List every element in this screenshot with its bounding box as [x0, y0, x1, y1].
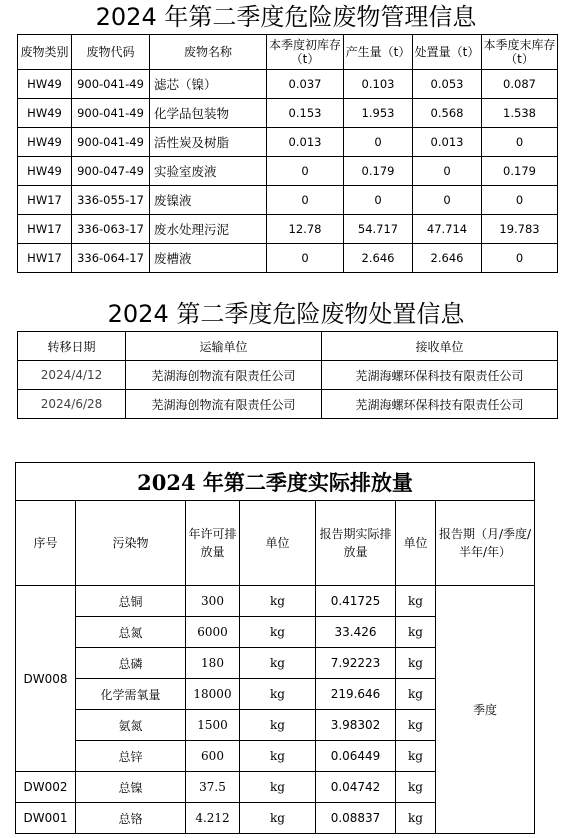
hazardous-waste-disposal-table: [17, 331, 558, 419]
waste-name: 废镍液: [150, 186, 267, 215]
outlet-id: DW001: [16, 803, 76, 834]
header-pollutant: 污染物: [76, 501, 186, 586]
table-header-row: [18, 35, 558, 70]
header-waste-name: 废物名称: [150, 35, 267, 70]
actual-amount: 0.08837: [316, 803, 396, 834]
waste-code: 336-055-17: [72, 186, 150, 215]
actual-amount: 0.04742: [316, 772, 396, 803]
disposed: 0: [413, 157, 482, 186]
header-permitted-amount: 年许可排放量: [186, 501, 240, 586]
disposed: 0.053: [413, 70, 482, 99]
waste-name: 废槽液: [150, 244, 267, 273]
emissions-title: 2024 年第二季度实际排放量: [16, 463, 535, 501]
table-row: [16, 586, 535, 617]
generated: 0.179: [344, 157, 413, 186]
waste-category: HW17: [18, 215, 72, 244]
closing-stock: 1.538: [482, 99, 558, 128]
unit: kg: [240, 772, 316, 803]
waste-code: 900-047-49: [72, 157, 150, 186]
waste-code: 336-063-17: [72, 215, 150, 244]
waste-code: 900-041-49: [72, 70, 150, 99]
opening-stock: 0.013: [267, 128, 344, 157]
waste-category: HW17: [18, 186, 72, 215]
permitted-amount: 180: [186, 648, 240, 679]
header-waste-code: 废物代码: [72, 35, 150, 70]
header-unit: 单位: [240, 501, 316, 586]
pollutant: 氨氮: [76, 710, 186, 741]
permitted-amount: 18000: [186, 679, 240, 710]
table-row: [18, 361, 558, 390]
header-closing-stock: 本季度末库存（t）: [482, 35, 558, 70]
transfer-date: 2024/4/12: [18, 361, 126, 390]
pollutant: 总镍: [76, 772, 186, 803]
actual-amount: 0.06449: [316, 741, 396, 772]
opening-stock: 0.153: [267, 99, 344, 128]
hazardous-waste-management-table: [17, 34, 558, 273]
report-period: 季度: [436, 586, 535, 834]
disposed: 47.714: [413, 215, 482, 244]
header-opening-stock: 本季度初库存（t）: [267, 35, 344, 70]
receiving-unit: 芜湖海螺环保科技有限责任公司: [322, 361, 558, 390]
disposed: 2.646: [413, 244, 482, 273]
disposed: 0: [413, 186, 482, 215]
generated: 54.717: [344, 215, 413, 244]
actual-amount: 33.426: [316, 617, 396, 648]
pollutant: 总磷: [76, 648, 186, 679]
unit-2: kg: [396, 679, 436, 710]
header-transport-unit: 运输单位: [126, 332, 322, 361]
disposed: 0.568: [413, 99, 482, 128]
closing-stock: 0: [482, 186, 558, 215]
table-header-row: [16, 501, 535, 586]
actual-amount: 3.98302: [316, 710, 396, 741]
outlet-id: DW002: [16, 772, 76, 803]
generated: 0: [344, 128, 413, 157]
unit: kg: [240, 617, 316, 648]
unit: kg: [240, 679, 316, 710]
header-disposed: 处置量（t）: [413, 35, 482, 70]
closing-stock: 0: [482, 128, 558, 157]
header-generated: 产生量（t）: [344, 35, 413, 70]
table-row: [18, 390, 558, 419]
permitted-amount: 4.212: [186, 803, 240, 834]
unit-2: kg: [396, 648, 436, 679]
transport-unit: 芜湖海创物流有限责任公司: [126, 361, 322, 390]
closing-stock: 19.783: [482, 215, 558, 244]
generated: 1.953: [344, 99, 413, 128]
closing-stock: 0.179: [482, 157, 558, 186]
header-transfer-date: 转移日期: [18, 332, 126, 361]
waste-code: 900-041-49: [72, 99, 150, 128]
header-waste-category: 废物类别: [18, 35, 72, 70]
waste-category: HW49: [18, 128, 72, 157]
permitted-amount: 1500: [186, 710, 240, 741]
actual-amount: 0.41725: [316, 586, 396, 617]
generated: 0.103: [344, 70, 413, 99]
waste-code: 900-041-49: [72, 128, 150, 157]
permitted-amount: 300: [186, 586, 240, 617]
disposal-title: 2024 第二季度危险废物处置信息: [107, 300, 465, 328]
generated: 0: [344, 186, 413, 215]
waste-category: HW49: [18, 157, 72, 186]
management-title: 2024 年第二季度危险废物管理信息: [95, 3, 477, 31]
pollutant: 化学需氧量: [76, 679, 186, 710]
header-receiving-unit: 接收单位: [322, 332, 558, 361]
actual-amount: 219.646: [316, 679, 396, 710]
unit-2: kg: [396, 772, 436, 803]
unit: kg: [240, 803, 316, 834]
permitted-amount: 6000: [186, 617, 240, 648]
receiving-unit: 芜湖海螺环保科技有限责任公司: [322, 390, 558, 419]
unit: kg: [240, 586, 316, 617]
generated: 2.646: [344, 244, 413, 273]
unit-2: kg: [396, 741, 436, 772]
waste-category: HW49: [18, 70, 72, 99]
waste-name: 滤芯（镍）: [150, 70, 267, 99]
outlet-id: DW008: [16, 586, 76, 772]
unit: kg: [240, 710, 316, 741]
table-row: [18, 99, 558, 128]
unit-2: kg: [396, 617, 436, 648]
actual-emissions-table: [15, 462, 535, 834]
pollutant: 总铜: [76, 586, 186, 617]
waste-name: 化学品包装物: [150, 99, 267, 128]
table-row: [18, 186, 558, 215]
header-actual-amount: 报告期实际排放量: [316, 501, 396, 586]
opening-stock: 0: [267, 186, 344, 215]
waste-category: HW49: [18, 99, 72, 128]
waste-code: 336-064-17: [72, 244, 150, 273]
waste-name: 废水处理污泥: [150, 215, 267, 244]
permitted-amount: 600: [186, 741, 240, 772]
waste-name: 实验室废液: [150, 157, 267, 186]
table-header-row: [18, 332, 558, 361]
transport-unit: 芜湖海创物流有限责任公司: [126, 390, 322, 419]
unit-2: kg: [396, 586, 436, 617]
header-unit-2: 单位: [396, 501, 436, 586]
waste-name: 活性炭及树脂: [150, 128, 267, 157]
header-serial: 序号: [16, 501, 76, 586]
unit-2: kg: [396, 710, 436, 741]
permitted-amount: 37.5: [186, 772, 240, 803]
header-report-period: 报告期（月/季度/半年/年）: [436, 501, 535, 586]
unit: kg: [240, 648, 316, 679]
opening-stock: 12.78: [267, 215, 344, 244]
waste-category: HW17: [18, 244, 72, 273]
closing-stock: 0.087: [482, 70, 558, 99]
opening-stock: 0: [267, 244, 344, 273]
table-row: [18, 215, 558, 244]
unit: kg: [240, 741, 316, 772]
table-row: [18, 157, 558, 186]
table-row: [18, 70, 558, 99]
transfer-date: 2024/6/28: [18, 390, 126, 419]
actual-amount: 7.92223: [316, 648, 396, 679]
pollutant: 总铬: [76, 803, 186, 834]
disposed: 0.013: [413, 128, 482, 157]
closing-stock: 0: [482, 244, 558, 273]
opening-stock: 0: [267, 157, 344, 186]
table-row: [18, 244, 558, 273]
unit-2: kg: [396, 803, 436, 834]
pollutant: 总氮: [76, 617, 186, 648]
table-row: [18, 128, 558, 157]
pollutant: 总锌: [76, 741, 186, 772]
opening-stock: 0.037: [267, 70, 344, 99]
